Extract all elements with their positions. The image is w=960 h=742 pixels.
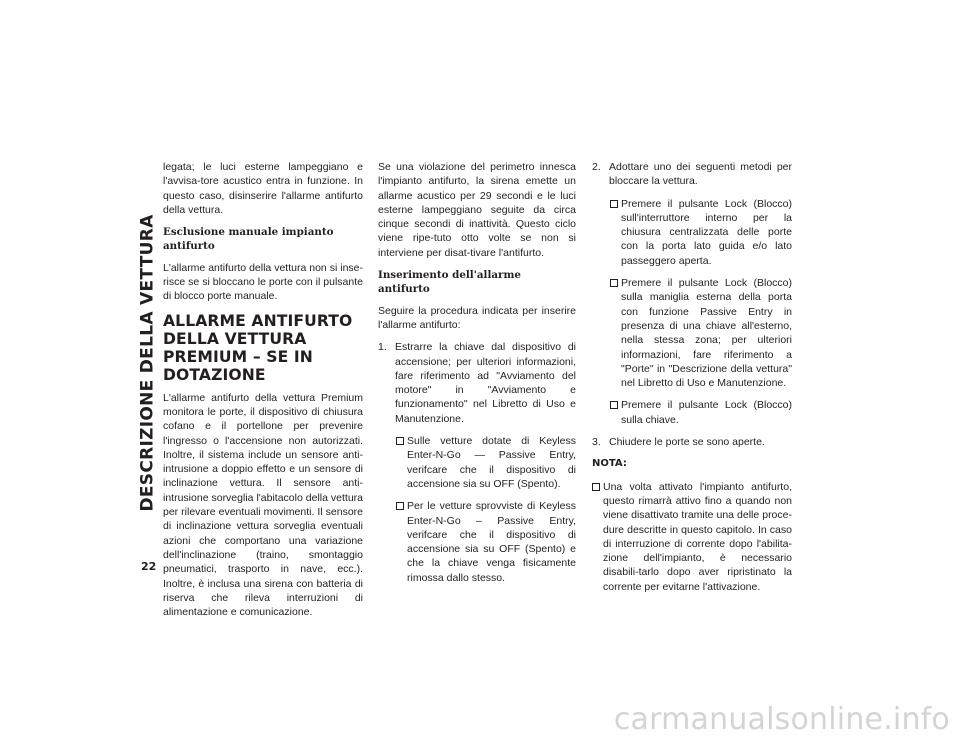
bullet-item [378, 499, 576, 585]
paragraph: L'allarme antifurto della vettura non si inse-risce se si bloccano le porte con il pulsante di blocco porte manuale. [163, 261, 363, 303]
bullet-item [592, 197, 792, 268]
numbered-step-2 [592, 160, 792, 189]
step-text: Estrarre la chiave dal dispositivo di accensione; per ulteriori informazioni, fare riferimento ad "Avviamento del motore" in "Avviamento e funzionamento" nel Libretto di Uso e Manutenzione. [395, 341, 576, 425]
bullet-text: Premere il pulsante Lock (Blocco) sulla chiave. [621, 399, 792, 426]
text-column-2 [378, 160, 576, 593]
square-bullet-icon [610, 401, 618, 409]
square-bullet-icon [396, 502, 404, 510]
step-number: 1. [378, 341, 387, 354]
subheading-manual-exclusion: Esclusione manuale impianto antifurto [163, 226, 334, 253]
watermark-link[interactable]: carmanualsonline.info [613, 702, 950, 737]
chapter-title: DESCRIZIONE DELLA VETTURA [138, 214, 158, 512]
step-number: 3. [592, 436, 601, 449]
chapter-side-tab [139, 160, 157, 566]
subheading-arming: Inserimento dell'allarme antifurto [378, 269, 521, 296]
note-bullet-item [592, 480, 792, 594]
paragraph: L'allarme antifurto della vettura Premium monitora le porte, il dispositivo di chiusura cofano e il portellone per prevenire l'ingresso o l'accensione non autorizzati. Inoltre, il sistema include un sensore anti-intrusione a doppio effetto e un sensore di inclinazione vettura. Il sensore anti-intrusione sorveglia l'abitacolo della vettura per rilevare eventuali movimenti. Il sensore di inclinazione vettura sorveglia eventuali azioni che comportano una variazione dell'inclinazione (traino, smontaggio pneumatici, trasporto in nave, ecc.). Inoltre, è inclusa una sirena con batteria di riserva che rileva interruzioni di alimentazione e comunicazione. [163, 391, 363, 619]
square-bullet-icon [610, 279, 618, 287]
step-text: Chiudere le porte se sono aperte. [609, 436, 765, 449]
bullet-text: Per le vetture sprovviste di Keyless Enter-N-Go – Passive Entry, verifcare che il dispositivo di accensione sia su OFF (Spento) e che la chiave venga fisicamente rimossa dallo stesso. [407, 500, 576, 584]
paragraph: legata; le luci esterne lampeggiano e l'avvisa-tore acustico entra in funzione. In questo caso, disinserire l'allarme antifurto della vettura. [163, 161, 363, 216]
bullet-text: Sulle vetture dotate di Keyless Enter-N-Go — Passive Entry, verifcare che il dispositivo di accensione sia su OFF (Spento). [407, 435, 576, 490]
bullet-text: Una volta attivato l'impianto antifurto, questo rimarrà attivo fino a quando non viene disattivato tramite una delle proce-dure descritte in questo capitolo. In caso di interruzione di corrente dopo l'abilita-zione dell'impianto, è necessario disabili-tarlo dopo aver ripristinato la corrente per evitarne l'attivazione. [603, 480, 792, 593]
step-number: 2. [592, 161, 601, 173]
numbered-step-3 [592, 435, 792, 449]
bullet-text: Premere il pulsante Lock (Blocco) sulla maniglia esterna della porta con funzione Passive Entry in presenza di una chiave all'esterno, nella stessa zona; per ulteriori informazioni, fare riferimento a "Porte" in "Descrizione della vettura" nel Libretto di Uso e Manutenzione. [621, 277, 792, 390]
square-bullet-icon [610, 200, 618, 208]
square-bullet-icon [592, 483, 600, 491]
bullet-item [592, 276, 792, 390]
note-label: NOTA: [592, 458, 627, 470]
bullet-item [592, 398, 792, 427]
bullet-item [378, 434, 576, 491]
numbered-step-1 [378, 340, 576, 426]
paragraph: Se una violazione del perimetro innesca l'impianto antifurto, la sirena emette un allarme acustico per 29 secondi e le luci esterne lampeggiano seguite da circa cinque secondi di inattività. Questo ciclo viene ripe-tuto otto volte se non si interviene per disat-tivare l'antifurto. [378, 161, 576, 259]
square-bullet-icon [396, 437, 404, 445]
paragraph: Seguire la procedura indicata per inserire l'allarme antifurto: [378, 304, 576, 331]
step-text: Adottare uno dei seguenti metodi per bloccare la vettura. [609, 161, 792, 188]
section-title: ALLARME ANTIFURTO DELLA VETTURA PREMIUM – SE IN DOTAZIONE [163, 311, 353, 384]
text-column-1 [163, 160, 363, 627]
page-number: 22 [141, 560, 157, 573]
text-column-3 [592, 160, 792, 602]
bullet-text: Premere il pulsante Lock (Blocco) sull'interruttore interno per la chiusura centralizzata delle porte con la porta lato guida e/o lato passeggero aperta. [621, 197, 792, 267]
